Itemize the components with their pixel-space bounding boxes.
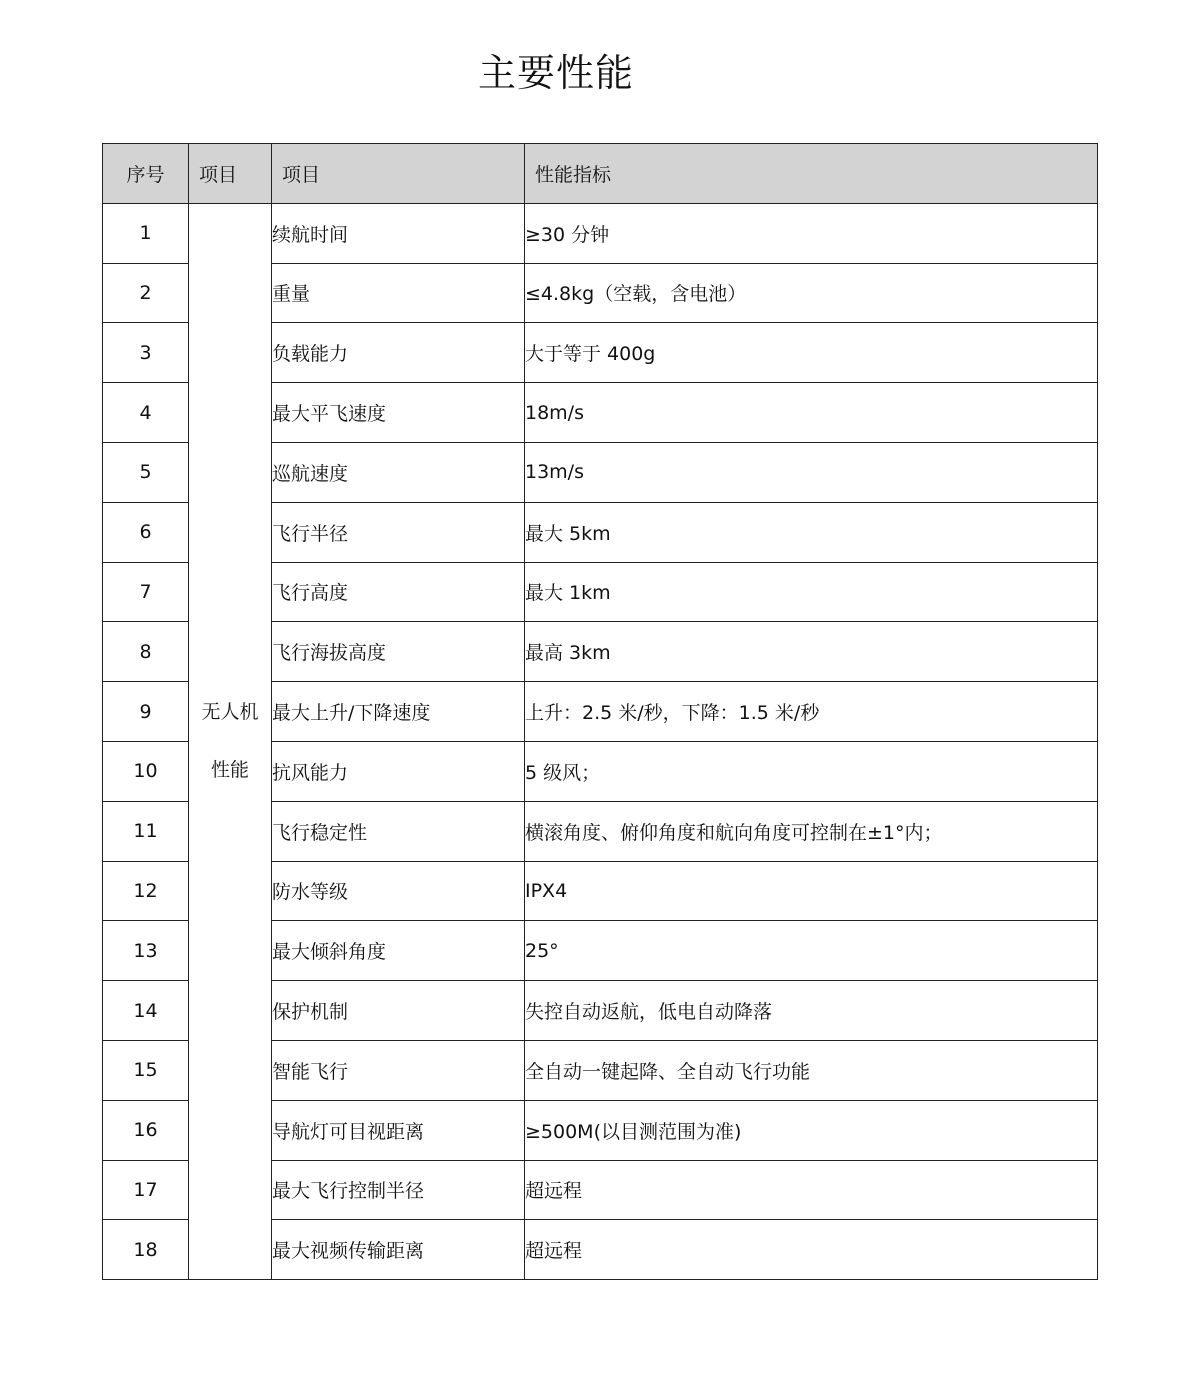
row-item: 智能飞行 <box>272 1040 525 1100</box>
row-index: 2 <box>103 263 189 323</box>
table-body <box>103 203 1098 1279</box>
row-item: 续航时间 <box>272 203 525 263</box>
row-index: 12 <box>103 861 189 921</box>
row-value: 最大 1km <box>525 562 1098 622</box>
performance-table <box>102 143 1098 1280</box>
row-index: 8 <box>103 622 189 682</box>
row-value: ≥30 分钟 <box>525 203 1098 263</box>
row-value: ≥500M(以目测范围为准) <box>525 1100 1098 1160</box>
row-index: 13 <box>103 921 189 981</box>
header-item: 项目 <box>272 144 525 204</box>
row-item: 飞行高度 <box>272 562 525 622</box>
row-item: 最大平飞速度 <box>272 383 525 443</box>
table-header-row <box>103 144 1098 204</box>
row-value: 18m/s <box>525 383 1098 443</box>
row-index: 18 <box>103 1220 189 1280</box>
row-index: 16 <box>103 1100 189 1160</box>
row-value: 25° <box>525 921 1098 981</box>
row-item: 抗风能力 <box>272 741 525 801</box>
row-item: 飞行稳定性 <box>272 801 525 861</box>
row-item: 防水等级 <box>272 861 525 921</box>
row-index: 5 <box>103 442 189 502</box>
row-value: 全自动一键起降、全自动飞行功能 <box>525 1040 1098 1100</box>
header-group: 项目 <box>189 144 272 204</box>
group-label-line-1: 无人机 <box>201 701 259 724</box>
table-row <box>103 203 1098 263</box>
row-item: 飞行海拔高度 <box>272 622 525 682</box>
row-index: 1 <box>103 203 189 263</box>
row-item: 保护机制 <box>272 981 525 1041</box>
row-item: 重量 <box>272 263 525 323</box>
header-value: 性能指标 <box>525 144 1098 204</box>
row-value: 最高 3km <box>525 622 1098 682</box>
row-index: 7 <box>103 562 189 622</box>
row-item: 导航灯可目视距离 <box>272 1100 525 1160</box>
row-value: 失控自动返航，低电自动降落 <box>525 981 1098 1041</box>
row-item: 负载能力 <box>272 323 525 383</box>
row-index: 10 <box>103 741 189 801</box>
row-value: 最大 5km <box>525 502 1098 562</box>
row-value: 上升：2.5 米/秒，下降：1.5 米/秒 <box>525 682 1098 742</box>
row-value: 5 级风； <box>525 741 1098 801</box>
page-title: 主要性能 <box>477 51 634 95</box>
row-index: 15 <box>103 1040 189 1100</box>
row-value: 横滚角度、俯仰角度和航向角度可控制在±1°内； <box>525 801 1098 861</box>
row-item: 最大倾斜角度 <box>272 921 525 981</box>
header-index: 序号 <box>103 144 189 204</box>
row-index: 11 <box>103 801 189 861</box>
row-item: 巡航速度 <box>272 442 525 502</box>
group-label-line-2: 性能 <box>210 759 249 782</box>
row-index: 17 <box>103 1160 189 1220</box>
row-index: 6 <box>103 502 189 562</box>
row-index: 4 <box>103 383 189 443</box>
row-index: 9 <box>103 682 189 742</box>
row-item: 最大上升/下降速度 <box>272 682 525 742</box>
row-item: 飞行半径 <box>272 502 525 562</box>
row-item: 最大飞行控制半径 <box>272 1160 525 1220</box>
group-label-cell <box>189 203 272 1279</box>
row-item: 最大视频传输距离 <box>272 1220 525 1280</box>
row-value: ≤4.8kg（空载，含电池） <box>525 263 1098 323</box>
row-value: IPX4 <box>525 861 1098 921</box>
row-value: 13m/s <box>525 442 1098 502</box>
row-index: 14 <box>103 981 189 1041</box>
row-value: 超远程 <box>525 1220 1098 1280</box>
row-value: 超远程 <box>525 1160 1098 1220</box>
row-index: 3 <box>103 323 189 383</box>
row-value: 大于等于 400g <box>525 323 1098 383</box>
